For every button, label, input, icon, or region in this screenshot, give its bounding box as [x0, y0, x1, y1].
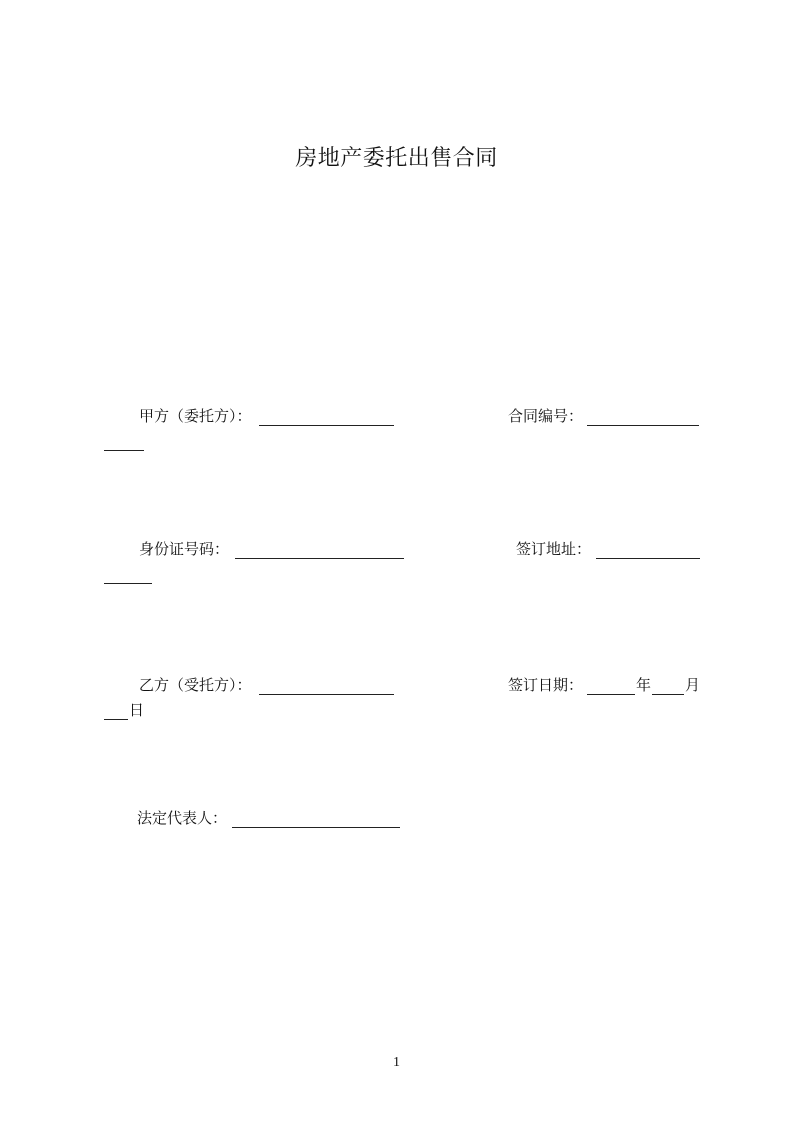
contract-number-label: 合同编号：: [508, 407, 584, 425]
legal-rep-label: 法定代表人：: [137, 809, 228, 827]
party-b-label: 乙方（受托方）：: [139, 676, 252, 694]
month-label: 月: [685, 676, 701, 694]
year-label: 年: [636, 676, 652, 694]
sign-place-label: 签订地址：: [516, 540, 592, 558]
sign-place-blank-continued[interactable]: [104, 583, 152, 584]
sign-date-label: 签订日期：: [508, 676, 584, 694]
contract-number-blank-continued[interactable]: [104, 450, 144, 451]
sign-day-blank[interactable]: [104, 719, 128, 720]
page-number: 1: [393, 1055, 400, 1070]
contract-number-blank[interactable]: [587, 425, 699, 426]
party-a-blank[interactable]: [259, 425, 394, 426]
party-a-label: 甲方（委托方）：: [139, 407, 252, 425]
id-number-blank[interactable]: [235, 558, 404, 559]
document-title: 房地产委托出售合同: [295, 146, 498, 171]
sign-year-blank[interactable]: [587, 694, 635, 695]
party-b-blank[interactable]: [259, 694, 394, 695]
day-label: 日: [129, 701, 145, 719]
sign-place-blank[interactable]: [596, 558, 700, 559]
id-number-label: 身份证号码：: [139, 540, 230, 558]
sign-month-blank[interactable]: [652, 694, 684, 695]
legal-rep-blank[interactable]: [232, 827, 400, 828]
